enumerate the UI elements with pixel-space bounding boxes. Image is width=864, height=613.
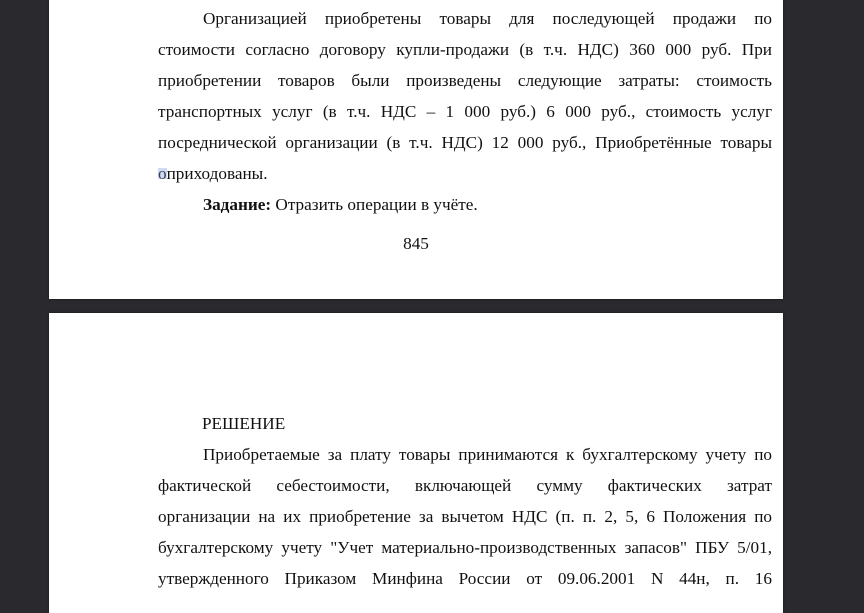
page2-line-1: Приобретаемые за плату товары принимаются к бухгалтерскому учету по (203, 445, 772, 464)
task-text: Отразить операции в учёте. (271, 195, 478, 214)
page2-line-5: утвержденного Приказом Минфина России от 09.06.2001 N 44н, п. 16 (158, 569, 772, 588)
page2-line-2: фактической себестоимости, включающей сумму фактических затрат (158, 476, 772, 495)
page1-line-5: посреднической организации (в т.ч. НДС) 12 000 руб., Приобретённые товары (158, 133, 772, 152)
text-cursor-highlight: о (158, 164, 167, 183)
page1-line-6 (158, 158, 772, 189)
page2-line-4: бухгалтерскому учету "Учет материально-производственных запасов" ПБУ 5/01, (158, 538, 772, 557)
page1-line-4: транспортных услуг (в т.ч. НДС – 1 000 руб.) 6 000 руб., стоимость услуг (158, 102, 772, 121)
page1-paragraph (158, 3, 772, 220)
page2-line-3: организации на их приобретение за вычетом НДС (п. п. 2, 5, 6 Положения по (158, 507, 772, 526)
page1-line-2: стоимости согласно договору купли-продажи (в т.ч. НДС) 360 000 руб. При (158, 40, 772, 59)
page1-line-3: приобретении товаров были произведены следующие затраты: стоимость (158, 71, 772, 90)
page1-line-1: Организацией приобретены товары для последующей продажи по (203, 9, 772, 28)
task-label: Задание: (203, 195, 272, 214)
page1-line-6-rest: приходованы. (166, 164, 268, 183)
page2-paragraph (158, 439, 772, 594)
page-number: 845 (403, 234, 429, 253)
solution-heading: РЕШЕНИЕ (202, 414, 286, 433)
task-line (158, 189, 772, 220)
